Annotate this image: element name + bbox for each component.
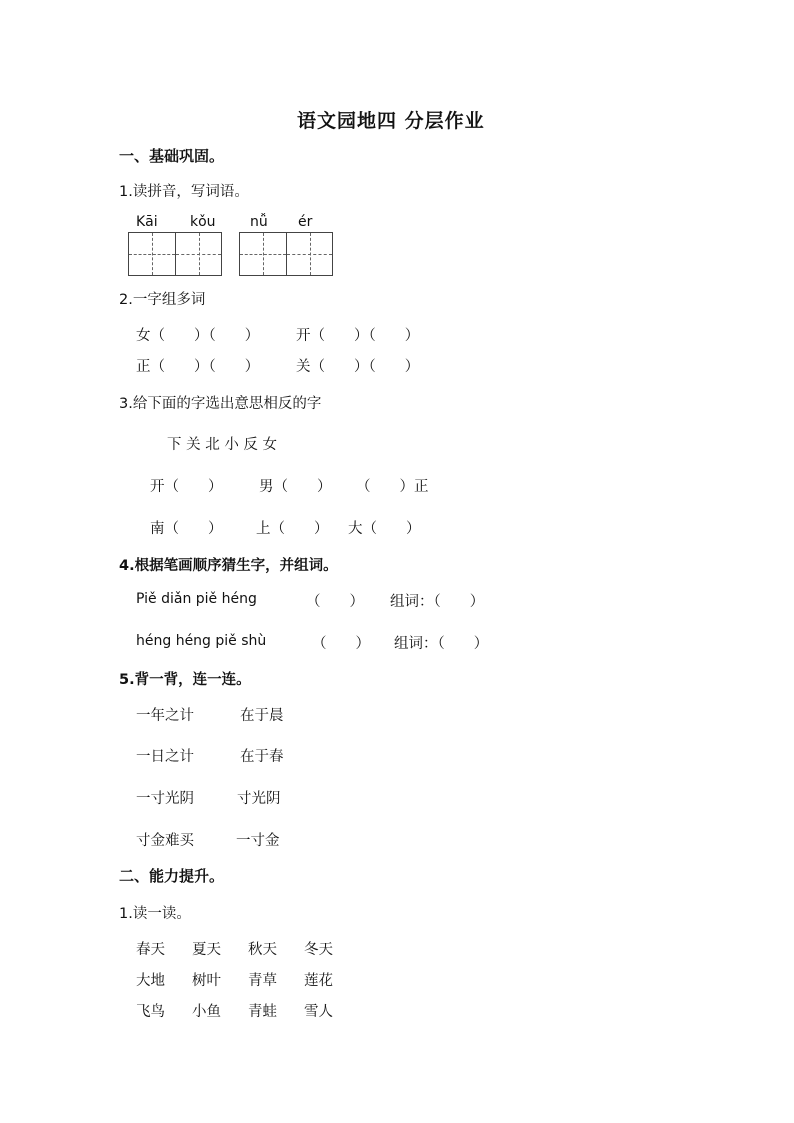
reading-word: 飞鸟 xyxy=(136,1004,165,1020)
opposite-item: 大（ ） xyxy=(348,521,421,537)
reading-word: 春天 xyxy=(136,942,165,958)
pinyin-kou: kǒu xyxy=(190,214,216,230)
writing-grid-1[interactable] xyxy=(128,232,222,276)
word-group-row: 关（ ）（ ） xyxy=(296,359,420,375)
reading-word: 莲花 xyxy=(304,973,333,989)
match-right-item: 寸光阴 xyxy=(237,791,281,807)
zuci-blank: 组词：（ ） xyxy=(390,594,485,610)
writing-cell[interactable] xyxy=(286,233,332,275)
answer-blank: （ ） xyxy=(306,594,364,610)
match-right-item: 一寸金 xyxy=(236,833,280,849)
writing-cell[interactable] xyxy=(129,233,175,275)
reading-word: 雪人 xyxy=(304,1004,333,1020)
word-group-row: 女（ ）（ ） xyxy=(136,328,260,344)
match-left-item: 一寸光阴 xyxy=(136,791,194,807)
match-left-item: 寸金难买 xyxy=(136,833,194,849)
pinyin-nu: nǚ xyxy=(250,214,268,230)
match-right-item: 在于春 xyxy=(240,749,284,765)
writing-grid-2[interactable] xyxy=(239,232,333,276)
opposite-item: 南（ ） xyxy=(150,521,223,537)
question-3-label: 3.给下面的字选出意思相反的字 xyxy=(119,396,322,412)
reading-word: 青蛙 xyxy=(248,1004,277,1020)
match-right-item: 在于晨 xyxy=(240,708,284,724)
match-left-item: 一日之计 xyxy=(136,749,194,765)
question-4-label: 4.根据笔画顺序猜生字，并组词。 xyxy=(119,558,338,574)
word-group-row: 开（ ）（ ） xyxy=(296,328,420,344)
pinyin-er: ér xyxy=(298,214,313,230)
word-group-row: 正（ ）（ ） xyxy=(136,359,260,375)
opposite-item: 男（ ） xyxy=(259,479,332,495)
reading-word: 大地 xyxy=(136,973,165,989)
page-title: 语文园地四 分层作业 xyxy=(297,110,485,132)
writing-cell[interactable] xyxy=(175,233,221,275)
stroke-pinyin: Piě diǎn piě héng xyxy=(136,591,257,607)
answer-blank: （ ） xyxy=(312,636,370,652)
reading-word: 树叶 xyxy=(192,973,221,989)
stroke-pinyin: héng héng piě shù xyxy=(136,633,267,649)
reading-word: 小鱼 xyxy=(192,1004,221,1020)
zuci-blank: 组词：（ ） xyxy=(394,636,489,652)
section-2-question-1-label: 1.读一读。 xyxy=(119,906,191,922)
opposite-item: （ ）正 xyxy=(356,479,429,495)
section-heading-basic: 一、基础巩固。 xyxy=(119,147,225,165)
pinyin-kai: Kāi xyxy=(136,214,158,230)
section-heading-advanced: 二、能力提升。 xyxy=(119,867,225,885)
reading-word: 秋天 xyxy=(248,942,277,958)
question-2-label: 2.一字组多词 xyxy=(119,292,206,308)
reading-word: 夏天 xyxy=(192,942,221,958)
opposite-item: 上（ ） xyxy=(256,521,329,537)
reading-word: 冬天 xyxy=(304,942,333,958)
reading-word: 青草 xyxy=(248,973,277,989)
match-left-item: 一年之计 xyxy=(136,708,194,724)
question-1-label: 1.读拼音，写词语。 xyxy=(119,184,249,200)
opposite-item: 开（ ） xyxy=(150,479,223,495)
choice-characters: 下 关 北 小 反 女 xyxy=(167,437,278,453)
writing-cell[interactable] xyxy=(240,233,286,275)
question-5-label: 5.背一背，连一连。 xyxy=(119,672,251,688)
